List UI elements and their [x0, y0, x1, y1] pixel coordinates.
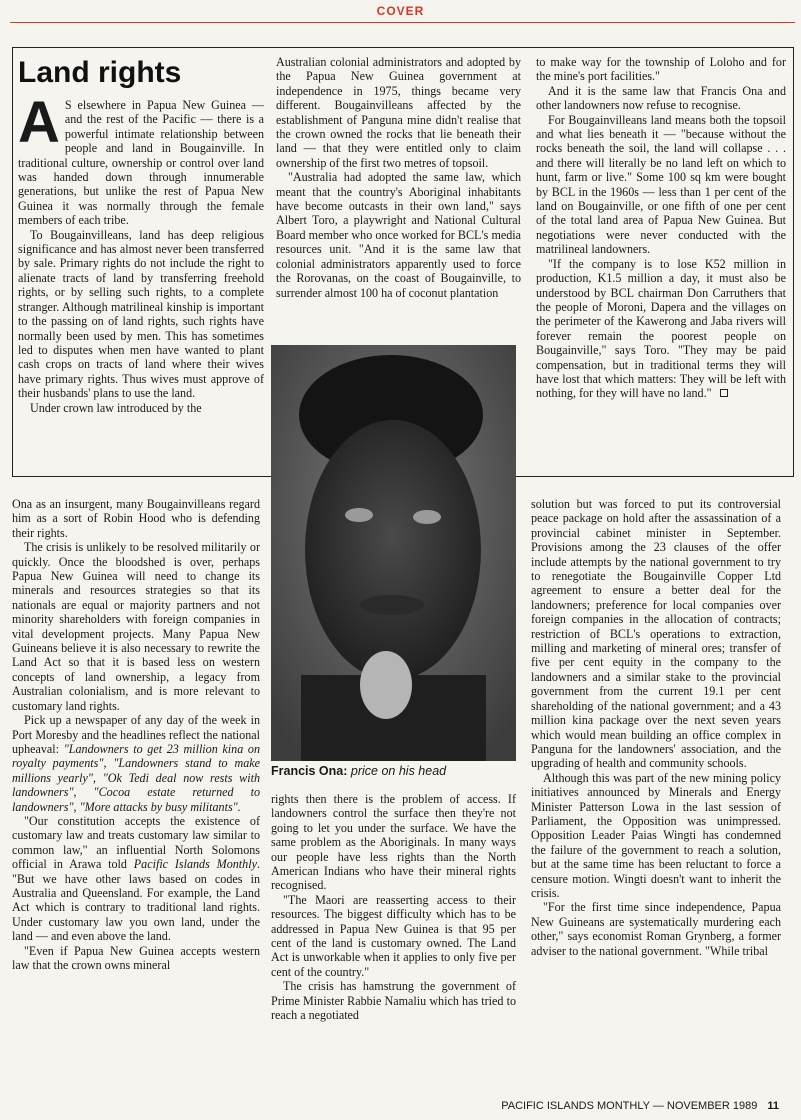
publication-date: PACIFIC ISLANDS MONTHLY — NOVEMBER 1989	[501, 1100, 758, 1112]
paragraph: A S elsewhere in Papua New Guinea — and the rest of the Pacific — there is a powerful intimate relationship between people and land in Bougainville. In traditional culture, ownership or control over land was handed down through innumerable generations, but unlike the rest of Papua New Guinea it was normally through the female members of each tribe.	[18, 90, 264, 228]
paragraph: "For the first time since independence, Papua New Guineans are systematically murdering each other," says economist Roman Grynberg, a former adviser to the national government. "While tribal	[531, 900, 781, 958]
paragraph: "Australia had adopted the same law, which meant that the country's Aboriginal inhabitants have become outcasts in their own land," says Albert Toro, a playwright and National Cultural Board member who once worked for BCL's media resources unit. "And it is the same law that colonial administrators apparently used to force the Rorovanas, on the coast of Bougainville, to surrender almost 100 ha of coconut plantation	[276, 170, 521, 300]
paragraph: "If the company is to lose K52 million in production, K1.5 million a day, it must also be understood by BCL chairman Don Carruthers that the people of Moroni, Dapera and the villages on the perimeter of the Kawerong and Jaba rivers will forever remain the poorest people on Bougainville," says Toro. "They may be paid compensation, but in traditional terms they will have lost that which matters: They will be left with nothing, for they will have no land."	[536, 256, 786, 401]
paragraph: rights then there is the problem of access. If landowners control the surface then they're not going to let you under the surface. We have the same problem as the Aboriginals. In many ways our people have less rights than the North American Indians who have their mineral rights recognised.	[271, 792, 516, 893]
article-title: Land rights	[18, 56, 182, 89]
paragraph: To Bougainvilleans, land has deep religious significance and has almost never been transferred by sale. Primary rights do not include the right to alienate tracts of land by transferring freehold rights, or by selling such rights, to a complete stranger. Although matrilineal kinship is important to the passing on of land rights, such rights have normally been used by men. This has sometimes led to disputes when men have wanted to plant cash crops on tracts of land where their wives have primary rights. Thus wives must approve of their husbands' plans to use the land.	[18, 227, 264, 401]
paragraph: Although this was part of the new mining policy initiatives announced by Minerals and Energy Minister Patterson Lowa in the last session of Parliament, the Opposition was unimpressed. Opposition Leader Paias Wingti has condemned the failure of the government to reach a solution, but at the same time has been reluctant to force a censure motion. Wingti doesn't want to inherit the crisis.	[531, 770, 781, 900]
main-col-2	[271, 792, 516, 1023]
sidebar-col-1	[18, 54, 264, 415]
end-mark-icon	[720, 389, 728, 397]
paragraph: The crisis has hamstrung the government of Prime Minister Rabbie Namaliu which has tried to reach a negotiated	[271, 979, 516, 1023]
caption-text: price on his head	[350, 764, 447, 778]
main-col-1	[12, 497, 260, 972]
drop-cap: A	[18, 90, 60, 155]
header-rule	[10, 22, 795, 23]
paragraph: "The Maori are reasserting access to their resources. The biggest difficulty which has to be addressed in Papua New Guinea is that 95 per cent of the land is customary owned. The Land Act is unworkable when it applies to only five per cent of the country."	[271, 892, 516, 979]
paragraph: "Even if Papua New Guinea accepts western law that the crown owns mineral	[12, 943, 260, 972]
paragraph: Ona as an insurgent, many Bougainvilleans regard him as a sort of Robin Hood who is defending their rights.	[12, 497, 260, 540]
page-footer	[501, 1100, 779, 1112]
caption-name: Francis Ona:	[271, 764, 348, 778]
paragraph: "Our constitution accepts the existence of customary law and treats customary law similar to common law," an influential North Solomons official in Arawa told Pacific Islands Monthly. "But we have other laws based on codes in Australia and Queensland. For example, the Land Act which is contrary to traditional land rights. Under customary law you own land, under the land — and even above the land.	[12, 813, 260, 944]
paragraph: And it is the same law that Francis Ona and other landowners now refuse to recognise.	[536, 83, 786, 113]
paragraph: solution but was forced to put its controversial peace package on hold after the assassination of a provincial cabinet minister in September. Provisions among the 23 clauses of the offer include attempts by the national government to try to renegotiate the Bougainville Copper Ltd agreement to ensure a better deal for the landowners; preference for local companies over foreign companies in the allocation of contracts; restriction of BCL's operations to extraction, milling and marketing of mineral ores; transfer of five per cent equity in the company to the landowners and a similar stake to the provincial government from the current 19.1 per cent shareholding of the national government; and a 43 million kina package over the next seven years which would mean building an office complex in Panguna for the landowners' association, and the upgrading of health and community schools.	[531, 497, 781, 771]
paragraph: Under crown law introduced by the	[30, 400, 202, 415]
portrait-photo	[271, 345, 516, 761]
portrait-illustration	[271, 345, 516, 761]
sidebar-col-2	[276, 55, 521, 300]
paragraph: Australian colonial administrators and adopted by the Papua New Guinea government at independence in 1975, things became very different. Bougainvilleans affected by the establishment of Panguna mine didn't realise that the crown owned the rocks that lie beneath their land — that they were entitled only to claim ownership of the first two metres of topsoil.	[276, 55, 521, 170]
paragraph: to make way for the township of Loloho and for the mine's port facilities."	[536, 55, 786, 84]
main-col-3	[531, 497, 781, 958]
sidebar-col-3	[536, 55, 786, 401]
paragraph: The crisis is unlikely to be resolved militarily or quickly. Once the bloodshed is over, perhaps Papua New Guinea will need to change its minerals and resources strategies so that its nationals are equal or majority partners and not minority shareholders with foreign companies in vital development projects. Many Papua New Guineans believe it is also necessary to rewrite the Land Act so that it is based less on western concepts of land ownership, a legacy from Australian colonialism, and is more relevant to customary land rights.	[12, 540, 260, 713]
publication-name: Pacific Islands Monthly	[133, 857, 257, 872]
section-label: COVER	[376, 4, 425, 18]
photo-caption	[271, 764, 516, 779]
page-number: 11	[767, 1100, 779, 1112]
paragraph: For Bougainvilleans land means both the topsoil and what lies beneath it — "because without the rocks beneath the soil, the land will collapse . . . and there will literally be no land left on which to hunt, farm or live." Some 100 sq km were bought by BCL in the 1960s — less than 1 per cent of the land on Bougainville, or one fifth of one per cent of the total land area of Papua New Guinea. But negotiations were never conducted with the matrilineal landowners.	[536, 112, 786, 257]
paragraph: Pick up a newspaper of any day of the week in Port Moresby and the headlines reflect the national upheaval: "Landowners to get 23 million kina on royalty payments", "Landowners stand to make millions yearly", "Ok Tedi deal now rests with landowners", "Cocoa estate returned to landowners", "More attacks by busy militants".	[12, 713, 260, 814]
headline-quotes: "Landowners to get 23 million kina on royalty payments", "Landowners stand to make millions yearly", "Ok Tedi deal now rests with landowners", "Cocoa estate returned to landowners", "More attacks by busy militants".	[12, 741, 260, 814]
